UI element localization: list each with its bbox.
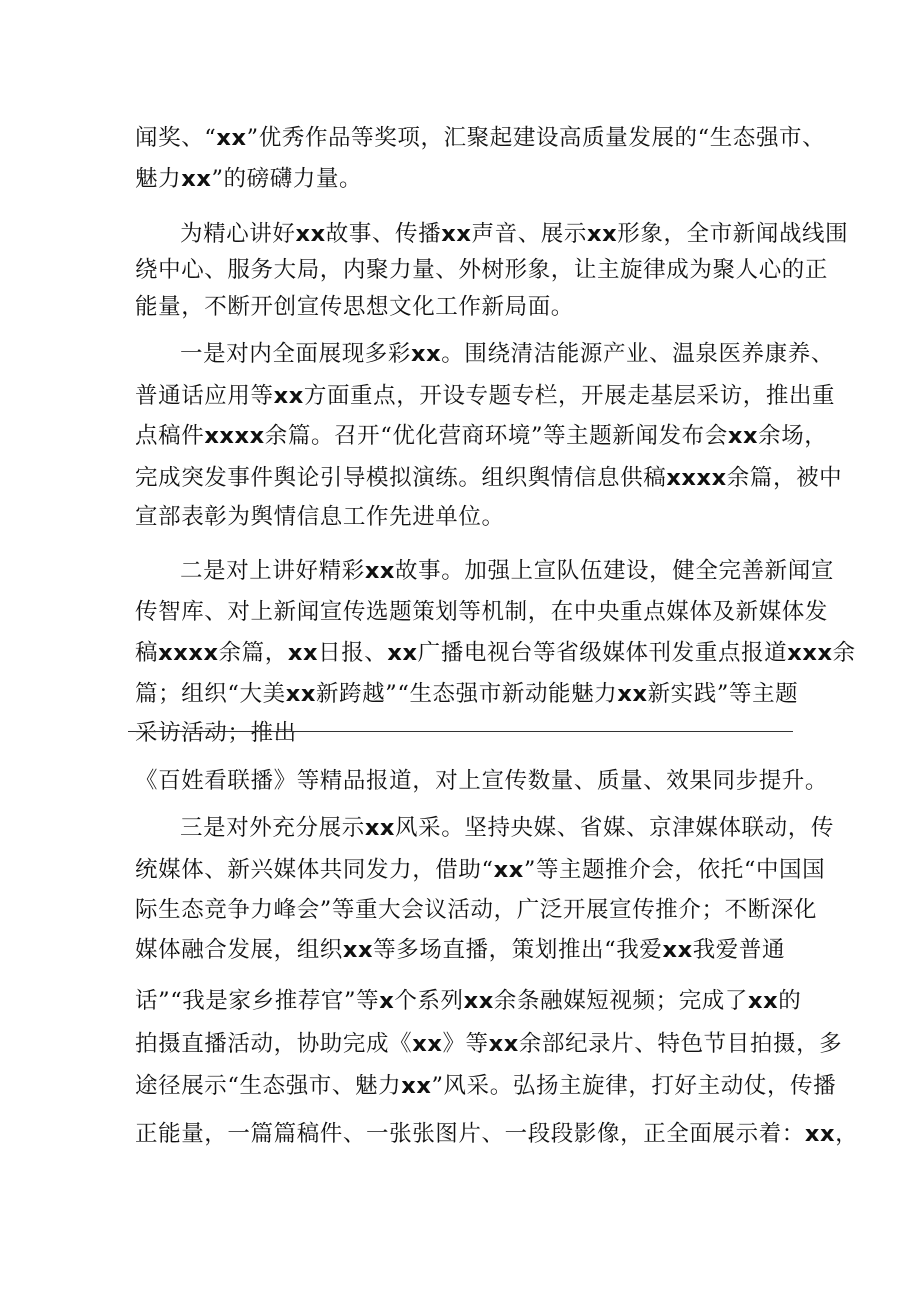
placeholder-token: x bbox=[379, 988, 395, 1014]
text-line: 一是对内全面展现多彩xx。围绕清洁能源产业、温泉医养康养、 bbox=[180, 341, 834, 367]
text-line: 稿xxxx余篇，xx日报、xx广播电视台等省级媒体刊发重点报道xxx余 bbox=[135, 640, 856, 666]
text-line: 宣部表彰为舆情信息工作先进单位。 bbox=[135, 504, 505, 530]
text-line: 为精心讲好xx故事、传播xx声音、展示xx形象，全市新闻战线围 bbox=[180, 221, 849, 247]
placeholder-token: xx bbox=[181, 166, 212, 192]
placeholder-token: xx bbox=[493, 857, 524, 883]
placeholder-token: xx bbox=[587, 221, 618, 247]
text-line: 篇；组织“大美xx新跨越”“生态强市新动能魅力xx新实践”等主题 bbox=[135, 681, 799, 707]
placeholder-token: xxx bbox=[787, 640, 833, 666]
placeholder-token: xxxx bbox=[666, 465, 727, 491]
placeholder-token: xx bbox=[412, 1031, 443, 1057]
placeholder-token: xx bbox=[748, 988, 779, 1014]
placeholder-token: xx bbox=[287, 640, 319, 666]
placeholder-token: xx bbox=[463, 988, 494, 1014]
placeholder-token: xx bbox=[401, 1073, 432, 1099]
text-line: 统媒体、新兴媒体共同发力，借助“xx”等主题推介会，依托“中国国 bbox=[135, 857, 826, 883]
placeholder-token: xx bbox=[295, 221, 326, 247]
text-line: 魅力xx”的磅礴力量。 bbox=[135, 166, 363, 192]
text-line: 闻奖、“xx”优秀作品等奖项，汇聚起建设高质量发展的“生态强市、 bbox=[135, 125, 826, 151]
text-line: 媒体融合发展，组织xx等多场直播，策划推出“我爱xx我爱普通 bbox=[135, 937, 786, 963]
placeholder-token: xx bbox=[488, 1031, 519, 1057]
text-line: 传智库、对上新闻宣传选题策划等机制，在中央重点媒体及新媒体发 bbox=[135, 599, 829, 625]
text-line: 《百姓看联播》等精品报道，对上宣传数量、质量、效果同步提升。 bbox=[135, 768, 829, 794]
placeholder-token: xx bbox=[387, 640, 418, 666]
text-line: 话”“我是家乡推荐官”等x个系列xx余条融媒短视频；完成了xx的 bbox=[135, 988, 802, 1014]
placeholder-token: xx bbox=[364, 815, 396, 841]
text-line: 拍摄直播活动，协助完成《xx》等xx余部纪录片、特色节目拍摄，多 bbox=[135, 1031, 843, 1057]
text-line: 完成突发事件舆论引导模拟演练。组织舆情信息供稿xxxx余篇，被中 bbox=[135, 465, 843, 491]
text-line: 二是对上讲好精彩xx故事。加强上宣队伍建设，健全完善新闻宣 bbox=[180, 558, 834, 584]
text-line: 采访活动；推出 bbox=[135, 720, 297, 746]
placeholder-token: xx bbox=[364, 558, 396, 584]
text-line: 能量，不断开创宣传思想文化工作新局面。 bbox=[135, 294, 574, 320]
text-line: 三是对外充分展示xx风采。坚持央媒、省媒、京津媒体联动，传 bbox=[180, 815, 834, 841]
text-line: 绕中心、服务大局，内聚力量、外树形象，让主旋律成为聚人心的正 bbox=[135, 257, 829, 283]
placeholder-token: xx bbox=[441, 221, 472, 247]
page-break-divider bbox=[128, 731, 793, 732]
text-line: 普通话应用等xx方面重点，开设专题专栏，开展走基层采访，推出重 bbox=[135, 383, 836, 409]
placeholder-token: xxxx bbox=[158, 640, 219, 666]
placeholder-token: xxxx bbox=[204, 423, 265, 449]
placeholder-token: xx bbox=[727, 423, 759, 449]
placeholder-token: xx bbox=[285, 681, 316, 707]
placeholder-token: xx bbox=[273, 383, 304, 409]
placeholder-token: xx bbox=[216, 125, 247, 151]
placeholder-token: xx bbox=[617, 681, 648, 707]
placeholder-token: xx bbox=[342, 937, 374, 963]
placeholder-token: xx bbox=[411, 341, 442, 367]
text-line: 正能量，一篇篇稿件、一张张图片、一段段影像，正全面展示着：xx， bbox=[135, 1121, 859, 1147]
text-line: 途径展示“生态强市、魅力xx”风采。弘扬主旋律，打好主动仗，传播 bbox=[135, 1073, 837, 1099]
placeholder-token: xx bbox=[804, 1121, 836, 1147]
placeholder-token: xx bbox=[662, 937, 693, 963]
text-line: 际生态竞争力峰会”等重大会议活动，广泛开展宣传推介；不断深化 bbox=[135, 897, 818, 923]
text-line: 点稿件xxxx余篇。召开“优化营商环境”等主题新闻发布会xx余场， bbox=[135, 423, 828, 449]
